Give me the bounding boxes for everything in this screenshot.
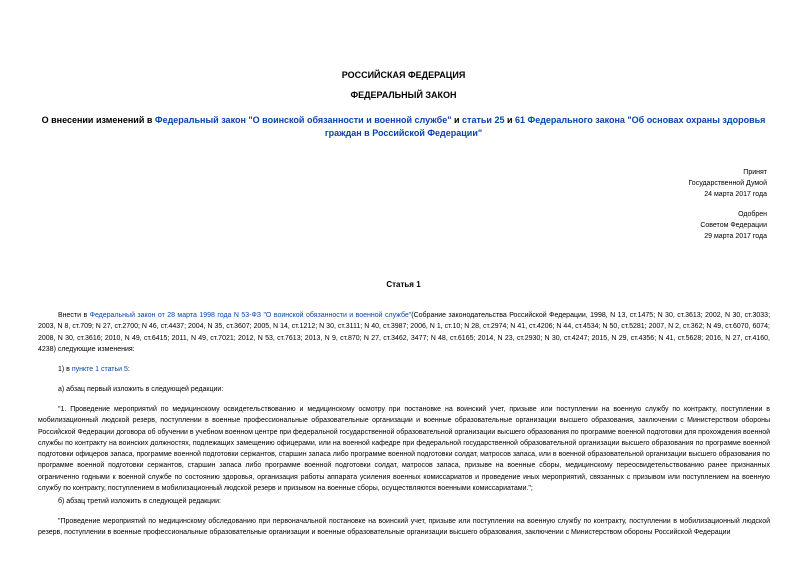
approved-block — [700, 209, 767, 242]
accepted-by: Государственной Думой — [688, 180, 767, 187]
accepted-label: Принят — [743, 169, 767, 176]
title-link-health-law[interactable]: 61 Федерального закона "Об основах охраны здоровья граждан в Российской Федерации" — [324, 115, 766, 138]
title-mid2: и — [504, 115, 515, 125]
accepted-block — [688, 167, 767, 200]
item1-link-article-5[interactable]: пункте 1 статьи 5 — [71, 366, 128, 373]
country-heading: РОССИЙСКАЯ ФЕДЕРАЦИЯ — [341, 70, 466, 80]
article-intro-paragraph — [38, 310, 770, 355]
doc-type-heading: ФЕДЕРАЛЬНЫЙ ЗАКОН — [350, 90, 457, 100]
article-heading: Статья 1 — [386, 280, 421, 289]
accepted-date: 24 марта 2017 года — [704, 191, 767, 198]
item-1-paragraph — [58, 364, 770, 375]
intro-prefix: Внести в — [58, 312, 90, 319]
item1-prefix: 1) в — [58, 366, 72, 373]
quote-paragraph-2: "Проведение мероприятий по медицинскому обследованию при первоначальной постановке на воинский учет, призыве или поступлении на военную службу по контракту, поступлении в мобилизационный людской резерв, поступлении в военные профессиональные образовательные организации и военные образовательные организации высшего образования, заключении с Министерством обороны Российской Федерации — [38, 518, 770, 537]
title-mid1: и — [451, 115, 463, 125]
title-link-military-duty-law[interactable]: Федеральный закон "О воинской обязанности и военной службе" — [154, 115, 452, 125]
law-title — [40, 114, 767, 140]
approved-by: Советом Федерации — [700, 222, 767, 229]
title-link-article-25[interactable]: статьи 25 — [462, 115, 505, 125]
intro-rest: (Собрание законодательства Российской Федерации, 1998, N 13, ст.1475; N 30, ст.3613; 2002, N 30, ст.3033; 2003, N 8, ст.709; N 27, ст.2700; N 46, ст.4437; 2004, N 35, ст.3607; 2005, N 14, ст.1212; N 30, ст.3111; N 40, ст.3987; 2006, N 1, ст.10; N 28, ст.2974; N 41, ст.4206; N 44, ст.4534; N 50, ст.5281; 2007, N 2, ст.362; N 49, ст.6070, 6074; 2008, N 30, ст.3616; 2010, N 49, ст.6415; 2011, N 49, ст.7021; 2012, N 53, ст.7613; 2013, N 9, ст.870; N 27, ст.3462, 3477; N 48, ст.6165; 2014, N 23, ст.2930; N 30, ст.4247; 2015, N 29, ст.4356; N 41, ст.5628; 2016, N 27, ст.4160, 4238) следующие изменения: — [38, 312, 771, 353]
intro-link-law-53fz[interactable]: Федеральный закон от 28 марта 1998 года N 53-ФЗ "О воинской обязанности и военной службе" — [89, 312, 412, 319]
item1-suffix: : — [127, 366, 130, 373]
approved-date: 29 марта 2017 года — [704, 233, 767, 240]
sub-item-a: а) абзац первый изложить в следующей редакции: — [58, 386, 224, 393]
title-prefix: О внесении изменений в — [41, 115, 155, 125]
approved-label: Одобрен — [738, 211, 767, 218]
sub-item-b: б) абзац третий изложить в следующей редакции: — [58, 498, 221, 505]
quote-paragraph-1: "1. Проведение мероприятий по медицинскому освидетельствованию и медицинскому осмотру при постановке на воинский учет, призыве или поступлении на военную службу по контракту, поступлении в мобилизационный людской резерв, поступлении в военные профессиональные образовательные организации и военные образовательные организации высшего образования, заключении с Министерством обороны Российской Федерации договора об обучении в учебном военном центре при федеральной государственной образовательной организации высшего образования по программе военной подготовки для прохождения военной службы по контракту на воинских должностях, подлежащих замещению офицерами, или на военной кафедре при федеральной государственной образовательной организации высшего образования по программе военной подготовки офицеров запаса, программе военной подготовки сержантов, старшин запаса либо программе военной подготовки солдат, матросов запаса, или в военной образовательной организации высшего образования по программе военной подготовки сержантов, старшин запаса либо программе военной подготовки солдат, матросов запаса, призыве на военные сборы, медицинскому переосвидетельствованию ранее признанных ограниченно годными к военной службе по состоянию здоровья, организация работы аппарата усиления военных комиссариатов и проведение иных мероприятий, связанных с призывом или поступлением на военную службу по контракту, поступлением в мобилизационный людской резерв и призывом на военные сборы, осуществляются военными комиссариатами."; — [38, 406, 770, 493]
